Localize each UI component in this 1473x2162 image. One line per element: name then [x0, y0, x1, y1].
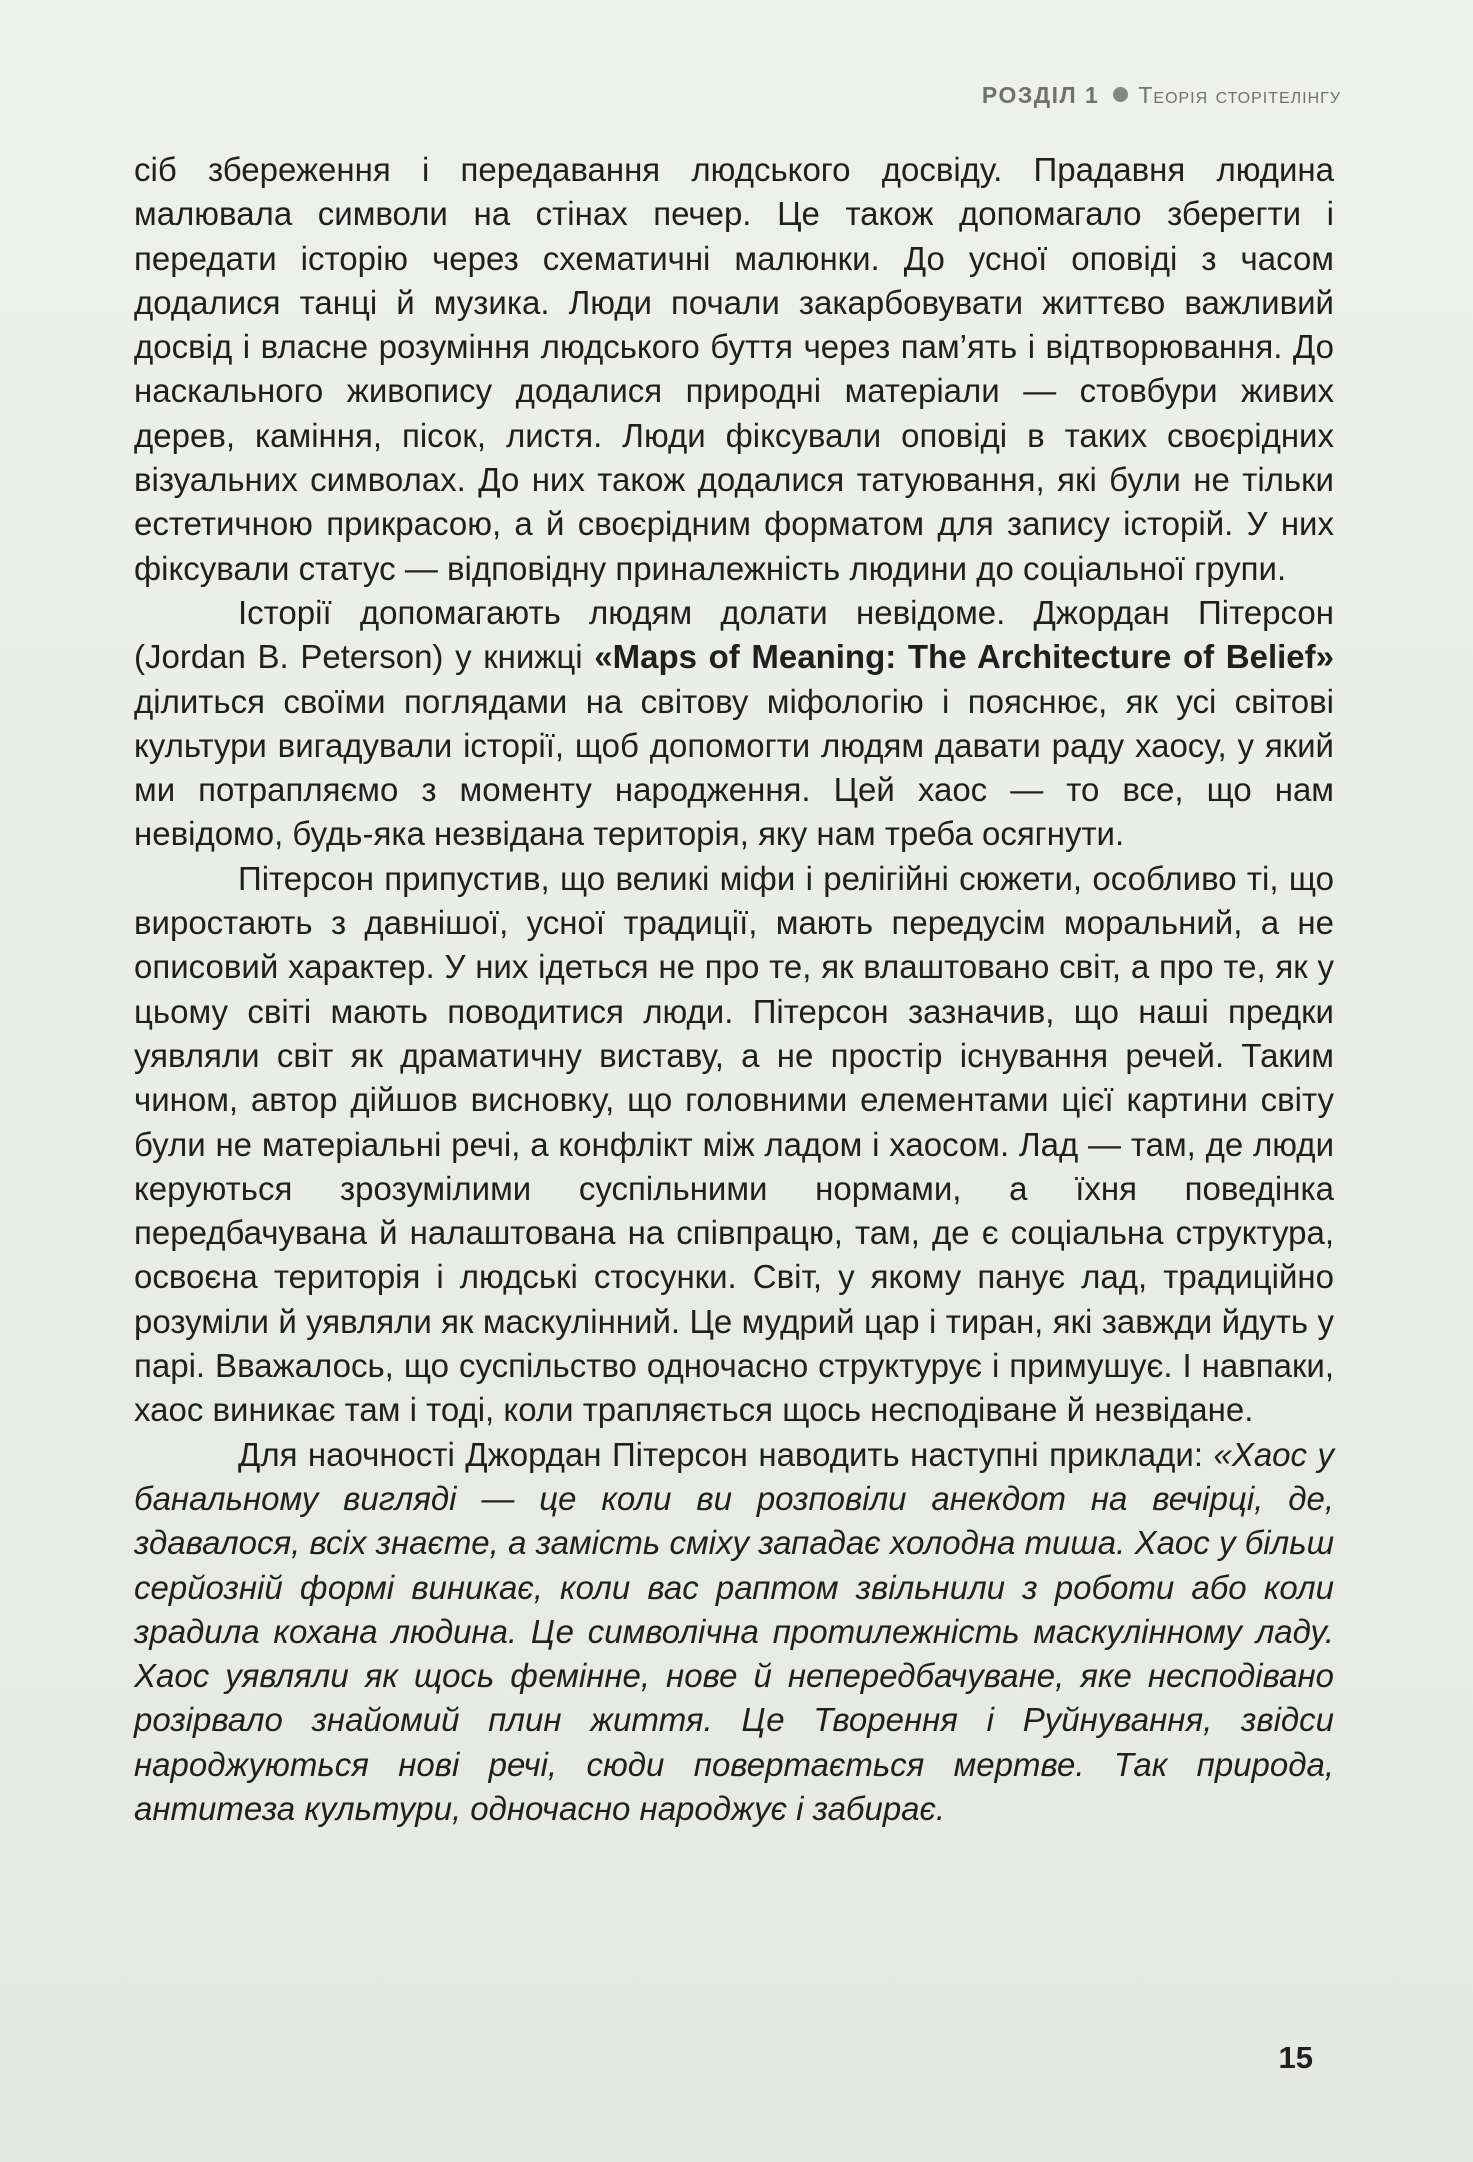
- chapter-label: РОЗДІЛ 1: [981, 82, 1100, 108]
- paragraph-4: [134, 1433, 1334, 1832]
- paragraph-4-intro: Для наочності Джордан Пітерсон наводить наступні приклади:: [238, 1435, 1214, 1473]
- bullet-dot-icon: [1113, 87, 1128, 102]
- page-number: 15: [1278, 2040, 1313, 2075]
- chapter-title: Теорія сторітелінгу: [1138, 82, 1341, 108]
- body-text: [134, 148, 1334, 1831]
- paragraph-1: сіб збереження і передавання людського досвіду. Прадавня людина малювала символи на стінах печер. Це також допомагало зберегти і передати історію через схематичні малюнки. До усної оповіді з часом додалися танці й музика. Люди почали закарбовувати життєво важливий досвід і власне розуміння людського буття через пам’ять і відтворювання. До наскального живопису додалися природні матеріали — стовбури живих дерев, каміння, пісок, листя. Люди фіксували оповіді в таких своєрідних візуальних символах. До них також додалися татуювання, які були не тільки естетичною прикрасою, а й своєрідним форматом для запису історій. У них фіксували статус — відповідну приналежність людини до соціальної групи.: [134, 151, 1334, 587]
- peterson-quote: «Хаос у банальному вигляді — це коли ви розповіли анекдот на вечірці, де, здавалося, всіх знаєте, а замість сміху западає холодна тиша. Хаос у більш серйозній формі виникає, коли вас раптом звільнили з роботи або коли зрадила кохана людина. Це символічна протилежність маскулінному ладу. Хаос уявляли як щось фемінне, нове й непередбачуване, яке несподівано розірвало знайомий плин життя. Це Творення і Руйнування, звідси народжуються нові речі, сюди повертається мертве. Так природа, антитеза культури, одночасно народжує і забирає.: [134, 1435, 1334, 1827]
- paragraph-2-rest: ділиться своїми поглядами на світову міфологію і пояснює, як усі світові культури вигадували історії, щоб допомогти людям давати раду хаосу, у який ми потрапляємо з моменту народження. Цей хаос — то все, що нам невідомо, будь-яка незвідана територія, яку нам треба осягнути.: [134, 682, 1334, 853]
- paragraph-3: Пітерсон припустив, що великі міфи і релігійні сюжети, особливо ті, що виростають з давнішої, усної традиції, мають передусім моральний, а не описовий характер. У них ідеться не про те, як влаштовано світ, а про те, як у цьому світі мають поводитися люди. Пітерсон зазначив, що наші предки уявляли світ як драматичну виставу, а не простір існування речей. Таким чином, автор дійшов висновку, що головними елементами цієї картини світу були не матеріальні речі, а конфлікт між ладом і хаосом. Лад — там, де люди керуються зрозумілими суспільними нормами, а їхня поведінка передбачувана й налаштована на співпрацю, там, де є соціальна структура, освоєна територія і людські стосунки. Світ, у якому панує лад, традиційно розуміли й уявляли як маскулінний. Це мудрий цар і тиран, які завжди йдуть у парі. Вважалось, що суспільство одночасно структурує і примушує. І навпаки, хаос виникає там і тоді, коли трапляється щось несподіване й незвідане.: [134, 859, 1334, 1429]
- running-header: [982, 82, 1341, 109]
- paragraph-2-lead: Історії допомагають людям долати невідоме. Джордан Пітерсон (Jordan B. Peterson) у книжці: [134, 593, 1334, 676]
- book-title: «Maps of Meaning: The Architecture of Belief»: [594, 638, 1335, 676]
- paragraph-2: [134, 591, 1334, 857]
